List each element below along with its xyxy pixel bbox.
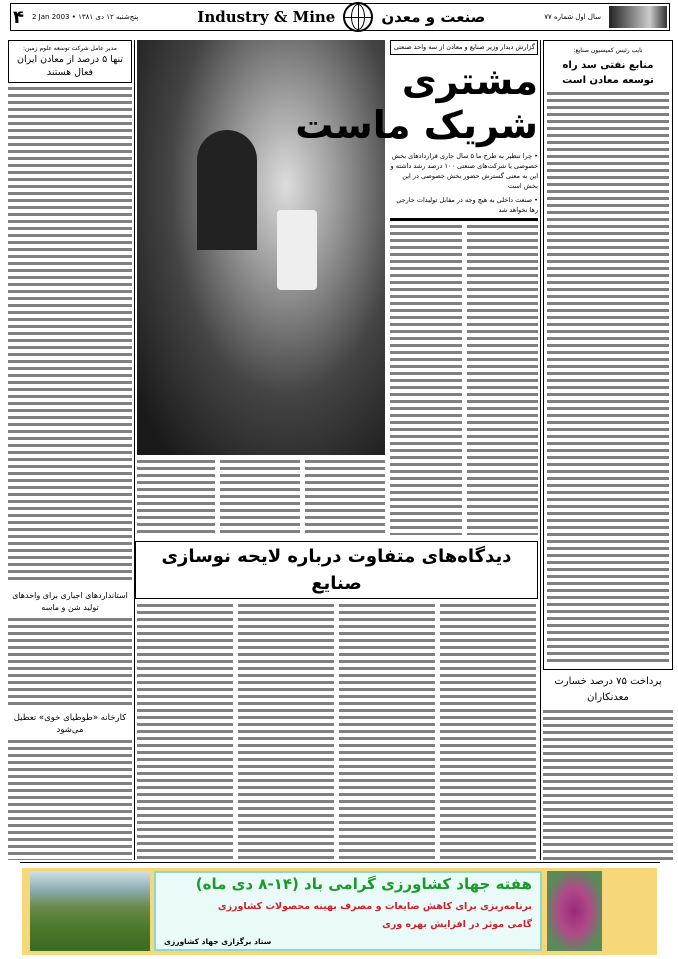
lead-text-col3 xyxy=(137,460,215,534)
main-text-col2 xyxy=(238,604,334,859)
lead-text-col2 xyxy=(467,225,539,535)
left-column xyxy=(8,40,132,860)
lead-bullet-2: • صنعت داخلی به هیچ وجه در مقابل تولیدات خارجی رها نخواهد شد xyxy=(396,196,538,214)
page-header xyxy=(10,3,670,31)
globe-icon xyxy=(343,2,373,32)
main-text-col4 xyxy=(440,604,536,859)
left-box-kicker: مدیر عامل شرکت توسعه علوم زمین: xyxy=(23,45,117,52)
ad-landscape-photo xyxy=(30,871,150,951)
ad-line2: گامی موثر در افزایش بهره وری xyxy=(382,919,532,931)
newspaper-logo xyxy=(609,6,667,28)
lead-text xyxy=(390,225,538,535)
lead-rule xyxy=(390,218,538,221)
lead-text-col4 xyxy=(220,460,300,534)
ad-flower-photo xyxy=(547,871,602,951)
main-text-col1 xyxy=(137,604,233,859)
lead-headline-line2: شریک ماست xyxy=(295,103,538,147)
lead-text-col1 xyxy=(390,225,462,535)
left-box-headline: تنها ۵ درصد از معادن ایران فعال هستند xyxy=(16,54,123,78)
ad-line1: برنامه‌ریزی برای کاهش ضایعات و مصرف بهینه محصولات کشاورزی xyxy=(217,900,532,912)
issue-number: سال اول شماره ۷۷ xyxy=(544,13,602,21)
lead-text-col5 xyxy=(305,460,385,534)
section-title-en: Industry & Mine xyxy=(197,8,336,26)
main-text xyxy=(135,604,538,859)
left-story3-headline: کارخانه «طوطیای خوی» تعطیل می‌شود xyxy=(13,713,127,735)
left-story2-text xyxy=(8,618,132,708)
main-headline: دیدگاه‌های متفاوت درباره لایحه نوسازی صنایع xyxy=(135,541,538,599)
main-story xyxy=(135,541,538,859)
ad-panel xyxy=(154,871,542,951)
left-box xyxy=(8,40,132,83)
lead-headline-line1: مشتری xyxy=(401,59,538,103)
ad-sponsor: ستاد برگزاری جهاد کشاورزی xyxy=(164,936,272,946)
issue-date: 2 Jan 2003 • ۱۳۸۱ پنج‌شنبه ۱۲ دی xyxy=(32,13,139,21)
ad-title: هفته جهاد کشاورزی گرامی باد (۱۴-۸ دی ماه) xyxy=(195,875,532,893)
right-column xyxy=(543,40,673,860)
left-column-text xyxy=(8,87,132,584)
left-story2-headline: استانداردهای اجباری برای واحدهای تولید شن و ماسه xyxy=(12,591,128,612)
lead-bullet-1: • چرا تنظیر به طرح ما ۵ سال جاری قراردادهای بخش خصوصی یا شرکت‌های صنعتی ۱۰۰ درصد رشد داشته و این به معنی گسترش حضور بخش خصوصی در این بخش است xyxy=(390,152,538,190)
section-title-fa: صنعت و معدن xyxy=(381,8,486,26)
column-rule xyxy=(540,40,541,860)
page-rule xyxy=(20,862,660,863)
right-box-kicker: نایب رئیس کمیسیون صنایع: xyxy=(573,47,643,54)
ad-banner xyxy=(22,868,657,955)
right-story2-text xyxy=(543,710,673,860)
lead-story xyxy=(295,40,538,535)
lead-kicker: گزارش دیدار وزیر صنایع و معادن از سه واحد صنعتی xyxy=(390,40,538,55)
right-box-headline: منابع نفتی سد راه توسعه معادن است xyxy=(562,60,654,86)
right-box-text xyxy=(547,92,669,666)
page-number: ۴ xyxy=(13,6,24,28)
left-story3-text xyxy=(8,740,132,860)
lead-headline xyxy=(295,59,538,147)
right-box xyxy=(543,40,673,670)
main-text-col3 xyxy=(339,604,435,859)
right-story2-headline: پرداخت ۷۵ درصد خسارت معدنکاران xyxy=(554,676,662,703)
